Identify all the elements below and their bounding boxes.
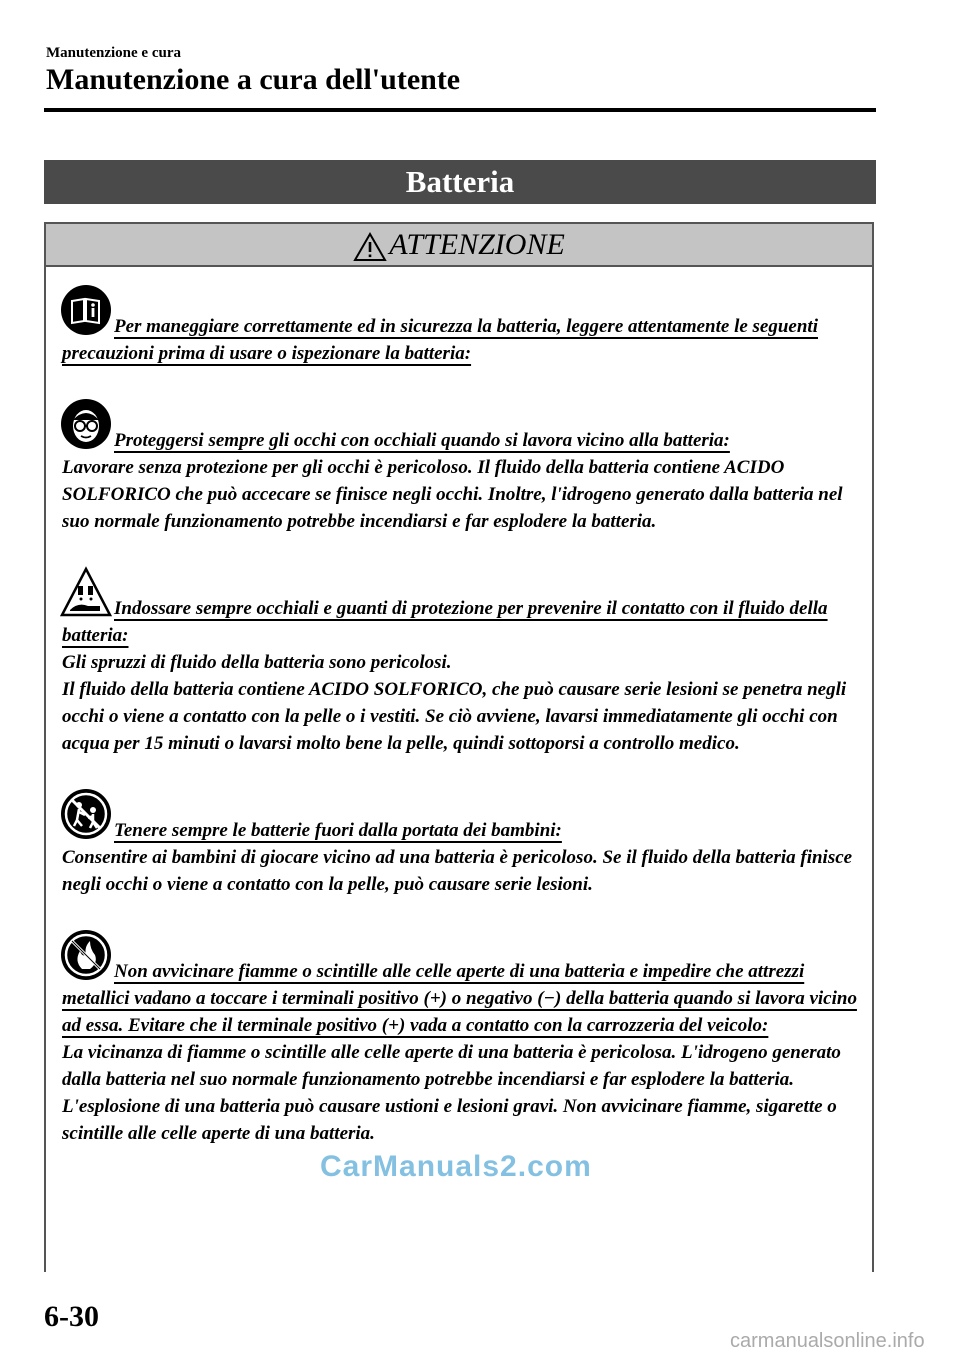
page-number: 6-30 bbox=[44, 1300, 99, 1333]
warning-item bbox=[62, 929, 858, 1147]
precaution-body: Il fluido della batteria contiene ACIDO SOLFORICO, che può causare serie lesioni se penetra negli occhi o viene a contatto con la pelle o i vestiti. Se ciò avviene, lavarsi immediatamente gli occhi con acqua per 15 minuti o lavarsi molto bene la pelle, quindi sottoporsi a controllo medico. bbox=[62, 679, 847, 754]
no-flame-icon bbox=[60, 929, 112, 981]
warning-box bbox=[44, 222, 874, 1272]
page-title: Manutenzione a cura dell'utente bbox=[46, 63, 461, 96]
warning-item bbox=[62, 788, 858, 898]
footer-site: carmanualsonline.info bbox=[730, 1330, 925, 1352]
precaution-body: Lavorare senza protezione per gli occhi è pericoloso. Il fluido della batteria contiene ACIDO SOLFORICO che può accecare se finisce negli occhi. Inoltre, l'idrogeno generato dalla batteria nel suo normale funzionamento potrebbe incendiarsi e far esplodere la batteria. bbox=[62, 457, 843, 532]
warning-label: ATTENZIONE bbox=[389, 227, 565, 261]
safety-goggles-icon bbox=[60, 398, 112, 450]
precaution-body: Gli spruzzi di fluido della batteria sono pericolosi. bbox=[62, 652, 452, 673]
header-rule bbox=[44, 108, 876, 112]
precaution-body: Consentire ai bambini di giocare vicino ad una batteria è pericoloso. Se il fluido della batteria finisce negli occhi o viene a contatto con la pelle, può causare serie lesioni. bbox=[62, 847, 853, 895]
warning-item bbox=[62, 284, 858, 367]
precaution-lead: Non avvicinare fiamme o scintille alle celle aperte di una batteria e impedire che attrezzi metallici vadano a toccare i terminali positivo (+) o negativo (−) della batteria quando si lavora vicino ad essa. Evitare che il terminale positivo (+) vada a contatto con la carrozzeria del veicolo: bbox=[62, 961, 857, 1036]
keep-away-children-icon bbox=[60, 788, 112, 840]
warning-triangle-icon bbox=[353, 232, 387, 262]
section-title: Batteria bbox=[405, 164, 515, 199]
precaution-lead: Indossare sempre occhiali e guanti di protezione per prevenire il contatto con il fluido della batteria: bbox=[62, 598, 828, 646]
precaution-body: La vicinanza di fiamme o scintille alle celle aperte di una batteria è pericolosa. L'idrogeno generato dalla batteria nel suo normale funzionamento potrebbe incendiarsi e far esplodere la batteria. L'esplosione di una batteria può causare ustioni e lesioni gravi. Non avvicinare fiamme, sigarette o scintille alle celle aperte di una batteria. bbox=[62, 1042, 841, 1144]
warning-header bbox=[46, 224, 872, 267]
watermark: CarManuals2.com bbox=[320, 1150, 592, 1183]
precaution-lead: Tenere sempre le batterie fuori dalla portata dei bambini: bbox=[114, 820, 562, 841]
precaution-lead: Proteggersi sempre gli occhi con occhiali quando si lavora vicino alla batteria: bbox=[114, 430, 730, 451]
corrosive-icon bbox=[60, 566, 112, 618]
precaution-lead: Per maneggiare correttamente ed in sicurezza la batteria, leggere attentamente le seguenti precauzioni prima di usare o ispezionare la batteria: bbox=[62, 316, 818, 364]
warning-item bbox=[62, 398, 858, 535]
section-banner bbox=[44, 160, 876, 204]
warning-item bbox=[62, 566, 858, 757]
warning-body bbox=[46, 284, 872, 1147]
manual-icon bbox=[60, 284, 112, 336]
breadcrumb: Manutenzione e cura bbox=[46, 45, 181, 61]
